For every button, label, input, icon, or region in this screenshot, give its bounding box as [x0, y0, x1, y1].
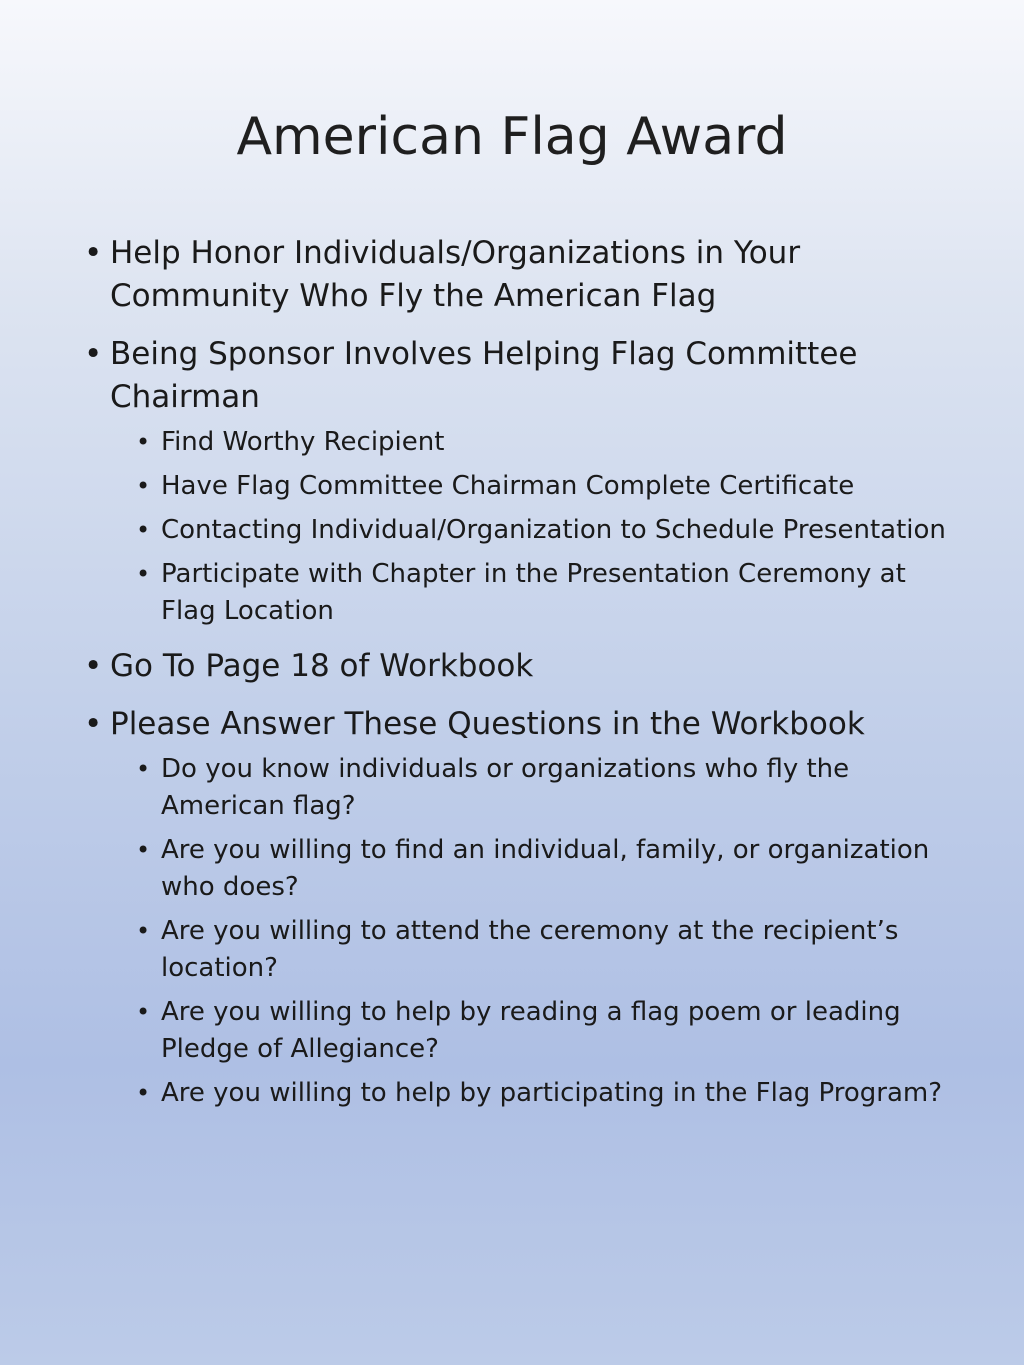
sub-bullet-item — [136, 468, 956, 505]
sub-bullet-icon: • — [136, 998, 151, 1026]
bullet-icon: • — [84, 336, 103, 372]
bullet-item — [84, 333, 964, 630]
bullet-icon: • — [84, 235, 103, 271]
sub-bullet-list — [110, 424, 956, 630]
bullet-item — [84, 703, 964, 1112]
sub-bullet-text: Are you willing to help by reading a flag poem or leading Pledge of Allegiance? — [161, 997, 901, 1064]
sub-bullet-icon: • — [136, 560, 151, 588]
bullet-icon: • — [84, 648, 103, 684]
bullet-text: Go To Page 18 of Workbook — [110, 648, 534, 684]
sub-bullet-text: Do you know individuals or organizations who fly the American flag? — [161, 754, 850, 821]
bullet-icon: • — [84, 706, 103, 742]
bullet-list — [84, 232, 964, 1127]
sub-bullet-list — [110, 751, 956, 1112]
sub-bullet-icon: • — [136, 917, 151, 945]
sub-bullet-item — [136, 994, 956, 1068]
sub-bullet-icon: • — [136, 755, 151, 783]
sub-bullet-item — [136, 832, 956, 906]
bullet-text: Please Answer These Questions in the Workbook — [110, 706, 865, 742]
sub-bullet-item — [136, 556, 956, 630]
sub-bullet-text: Have Flag Committee Chairman Complete Certificate — [161, 471, 855, 501]
sub-bullet-icon: • — [136, 1079, 151, 1107]
sub-bullet-text: Are you willing to attend the ceremony at the recipient’s location? — [161, 916, 899, 983]
bullet-item — [84, 645, 964, 688]
sub-bullet-item — [136, 424, 956, 461]
sub-bullet-icon: • — [136, 428, 151, 456]
sub-bullet-text: Are you willing to help by participating in the Flag Program? — [161, 1078, 943, 1108]
sub-bullet-text: Find Worthy Recipient — [161, 427, 445, 457]
sub-bullet-item — [136, 751, 956, 825]
sub-bullet-icon: • — [136, 516, 151, 544]
sub-bullet-text: Are you willing to find an individual, family, or organization who does? — [161, 835, 930, 902]
bullet-text: Help Honor Individuals/Organizations in Your Community Who Fly the American Flag — [110, 235, 801, 314]
sub-bullet-icon: • — [136, 836, 151, 864]
sub-bullet-item — [136, 512, 956, 549]
bullet-item — [84, 232, 964, 318]
sub-bullet-text: Participate with Chapter in the Presentation Ceremony at Flag Location — [161, 559, 906, 626]
sub-bullet-item — [136, 913, 956, 987]
bullet-text: Being Sponsor Involves Helping Flag Committee Chairman — [110, 336, 858, 415]
slide-title: American Flag Award — [236, 107, 788, 167]
sub-bullet-item — [136, 1075, 956, 1112]
sub-bullet-text: Contacting Individual/Organization to Schedule Presentation — [161, 515, 946, 545]
sub-bullet-icon: • — [136, 472, 151, 500]
